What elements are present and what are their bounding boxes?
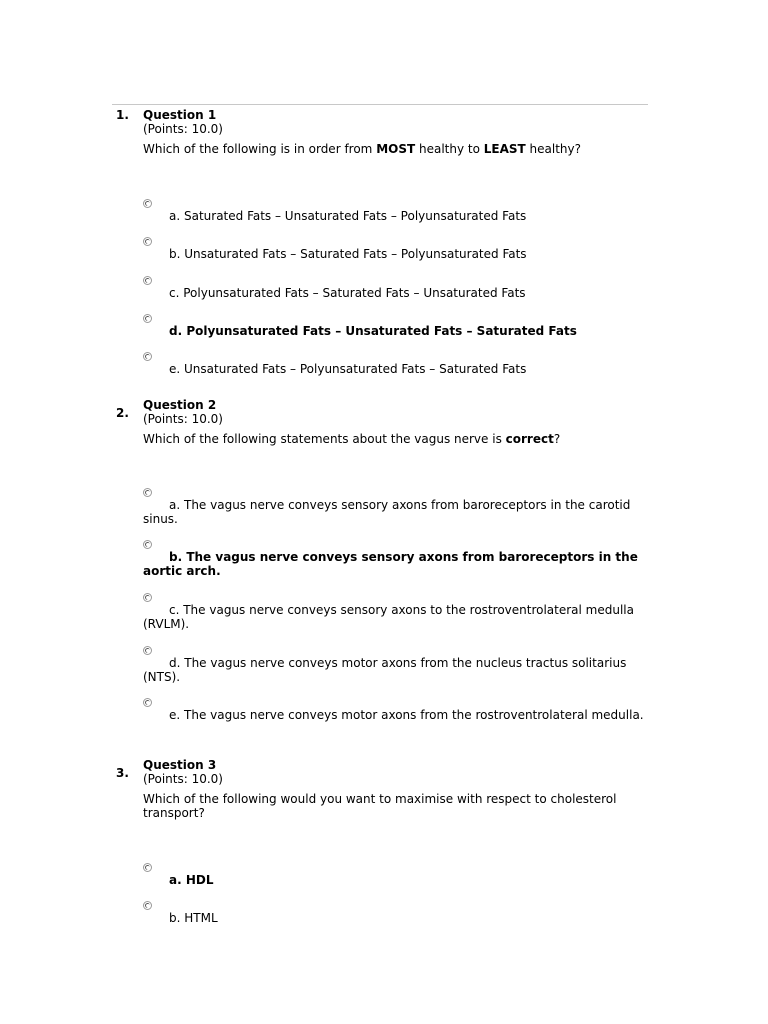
- question-text-emphasis: LEAST: [483, 142, 526, 156]
- question-title: Question 3: [143, 758, 217, 772]
- answer-option[interactable]: [143, 286, 648, 300]
- question-text: [143, 432, 648, 446]
- answer-option-label: e. The vagus nerve conveys motor axons from the rostroventrolateral medulla.: [169, 708, 644, 722]
- radio-button-icon[interactable]: [143, 863, 152, 872]
- radio-button-icon[interactable]: [143, 276, 152, 285]
- answer-option[interactable]: [143, 498, 648, 526]
- question-number: 2.: [116, 406, 129, 420]
- answer-option-correct[interactable]: [143, 324, 648, 338]
- radio-button-icon[interactable]: [143, 646, 152, 655]
- question-2-header: [143, 398, 648, 446]
- radio-button-icon[interactable]: [143, 698, 152, 707]
- question-3-header: [143, 758, 648, 820]
- question-points: (Points: 10.0): [143, 122, 223, 136]
- question-1-header: [143, 108, 648, 156]
- answer-option[interactable]: [143, 708, 648, 722]
- question-text: [143, 792, 643, 820]
- radio-button-icon[interactable]: [143, 593, 152, 602]
- question-text-part: Which of the following would you want to maximise with respect to cholesterol transport?: [143, 792, 617, 820]
- question-text-emphasis: MOST: [376, 142, 416, 156]
- answer-option-label: d. Polyunsaturated Fats – Unsaturated Fats – Saturated Fats: [169, 324, 577, 338]
- radio-button-icon[interactable]: [143, 314, 152, 323]
- answer-option-label: a. HDL: [169, 873, 214, 887]
- question-text-emphasis: correct: [505, 432, 554, 446]
- answer-option-correct[interactable]: [143, 873, 648, 887]
- question-text-part: Which of the following statements about the vagus nerve is: [143, 432, 506, 446]
- radio-button-icon[interactable]: [143, 237, 152, 246]
- question-points: (Points: 10.0): [143, 772, 223, 786]
- question-title: Question 2: [143, 398, 217, 412]
- radio-button-icon[interactable]: [143, 352, 152, 361]
- question-points: (Points: 10.0): [143, 412, 223, 426]
- answer-option[interactable]: [143, 209, 648, 223]
- answer-option-label: e. Unsaturated Fats – Polyunsaturated Fats – Saturated Fats: [169, 362, 527, 376]
- answer-option[interactable]: [143, 603, 648, 631]
- question-text-part: ?: [553, 432, 561, 446]
- answer-option-label: b. HTML: [169, 911, 218, 925]
- answer-option-correct[interactable]: [143, 550, 648, 578]
- answer-option-label: c. Polyunsaturated Fats – Saturated Fats – Unsaturated Fats: [169, 286, 526, 300]
- question-text-part: healthy to: [415, 142, 484, 156]
- answer-option[interactable]: [143, 656, 648, 684]
- question-text-part: Which of the following is in order from: [143, 142, 377, 156]
- answer-option-label: d. The vagus nerve conveys motor axons from the nucleus tractus solitarius (NTS).: [143, 656, 627, 684]
- answer-option-label: b. The vagus nerve conveys sensory axons from baroreceptors in the aortic arch.: [143, 550, 638, 578]
- radio-button-icon[interactable]: [143, 540, 152, 549]
- radio-button-icon[interactable]: [143, 901, 152, 910]
- question-text-part: healthy?: [525, 142, 581, 156]
- answer-option-label: a. Saturated Fats – Unsaturated Fats – Polyunsaturated Fats: [169, 209, 527, 223]
- answer-option-label: c. The vagus nerve conveys sensory axons to the rostroventrolateral medulla (RVLM).: [143, 603, 634, 631]
- radio-button-icon[interactable]: [143, 488, 152, 497]
- answer-option-label: a. The vagus nerve conveys sensory axons from baroreceptors in the carotid sinus.: [143, 498, 631, 526]
- answer-option[interactable]: [143, 362, 648, 376]
- question-text: [143, 142, 648, 156]
- question-number: 1.: [116, 108, 129, 122]
- top-divider: [112, 104, 648, 105]
- answer-option-label: b. Unsaturated Fats – Saturated Fats – Polyunsaturated Fats: [169, 247, 527, 261]
- answer-option[interactable]: [143, 911, 648, 925]
- question-number: 3.: [116, 766, 129, 780]
- answer-option[interactable]: [143, 247, 648, 261]
- radio-button-icon[interactable]: [143, 199, 152, 208]
- question-title: Question 1: [143, 108, 217, 122]
